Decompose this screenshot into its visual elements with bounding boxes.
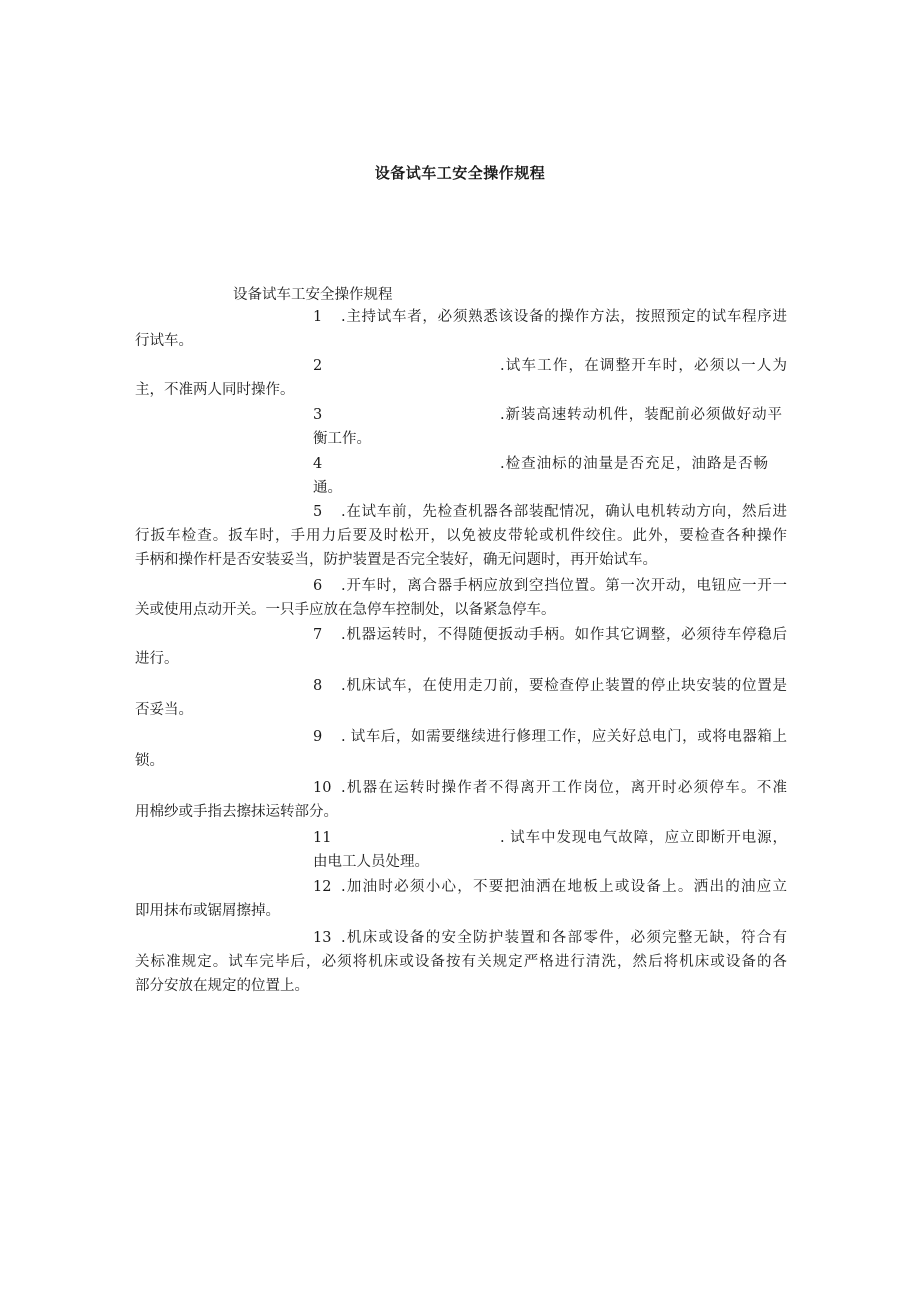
page-title: 设备试车工安全操作规程 xyxy=(374,164,546,182)
item-number: 11 xyxy=(313,830,332,846)
item-text-line: 进行。 xyxy=(135,651,179,667)
item-number: 4 xyxy=(313,456,323,472)
item-text-line: 行扳车检查。扳车时，手用力后要及时松开，以免被皮带轮或机件绞住。此外，要检查各种操作 xyxy=(135,528,787,544)
item-text-line: 用棉纱或手指去擦抹运转部分。 xyxy=(135,804,338,820)
item-text-line: .主持试车者，必须熟悉该设备的操作方法，按照预定的试车程序进 xyxy=(341,309,787,325)
item-number: 13 xyxy=(313,930,332,946)
item-number: 10 xyxy=(313,780,332,796)
item-text-line: .机器在运转时操作者不得离开工作岗位，离开时必须停车。不准 xyxy=(341,780,787,796)
item-text-line: .新装高速转动机件，装配前必须做好动平 xyxy=(500,407,782,423)
section-heading: 设备试车工安全操作规程 xyxy=(233,287,393,303)
item-text-line: 关或使用点动开关。一只手应放在急停车控制处，以备紧急停车。 xyxy=(135,602,556,618)
item-text-line: 即用抹布或锯屑擦掉。 xyxy=(135,903,280,919)
item-number: 8 xyxy=(313,678,323,694)
item-text-line: 关标准规定。试车完毕后，必须将机床或设备按有关规定严格进行清洗，然后将机床或设备的各 xyxy=(135,954,787,970)
item-number: 6 xyxy=(313,578,323,594)
item-number: 7 xyxy=(313,627,323,643)
item-text-line: 手柄和操作杆是否安装妥当，防护装置是否完全装好，确无问题时，再开始试车。 xyxy=(135,552,657,568)
item-text-line: 否妥当。 xyxy=(135,702,193,718)
item-text-line: . 试车后，如需要继续进行修理工作，应关好总电门，或将电器箱上 xyxy=(341,729,787,745)
item-text-line: .开车时，离合器手柄应放到空挡位置。第一次开动，电钮应一开一 xyxy=(341,578,787,594)
item-number: 12 xyxy=(313,879,332,895)
item-number: 9 xyxy=(313,729,323,745)
item-text-line: 锁。 xyxy=(135,753,164,769)
item-text-line: . 试车中发现电气故障，应立即断开电源， xyxy=(500,830,787,846)
item-number: 1 xyxy=(313,309,323,325)
item-text-line: 行试车。 xyxy=(135,333,193,349)
item-text-line: 衡工作。 xyxy=(313,431,371,447)
item-number: 3 xyxy=(313,407,323,423)
item-text-line: .机器运转时，不得随便扳动手柄。如作其它调整，必须待车停稳后 xyxy=(341,627,787,643)
item-text-line: .加油时必须小心，不要把油洒在地板上或设备上。洒出的油应立 xyxy=(341,879,787,895)
item-text-line: 由电工人员处理。 xyxy=(313,854,429,870)
item-text-line: 通。 xyxy=(313,480,342,496)
item-text-line: .试车工作，在调整开车时，必须以一人为 xyxy=(500,358,787,374)
item-text-line: .检查油标的油量是否充足，油路是否畅 xyxy=(500,456,768,472)
item-number: 2 xyxy=(313,358,323,374)
item-text-line: .机床试车，在使用走刀前，要检查停止装置的停止块安装的位置是 xyxy=(341,678,787,694)
item-text-line: .机床或设备的安全防护装置和各部零件，必须完整无缺，符合有 xyxy=(341,930,787,946)
item-text-line: 主，不准两人同时操作。 xyxy=(135,382,295,398)
item-text-line: .在试车前，先检查机器各部装配情况，确认电机转动方向，然后进 xyxy=(341,504,787,520)
item-text-line: 部分安放在规定的位置上。 xyxy=(135,978,309,994)
item-number: 5 xyxy=(313,504,323,520)
